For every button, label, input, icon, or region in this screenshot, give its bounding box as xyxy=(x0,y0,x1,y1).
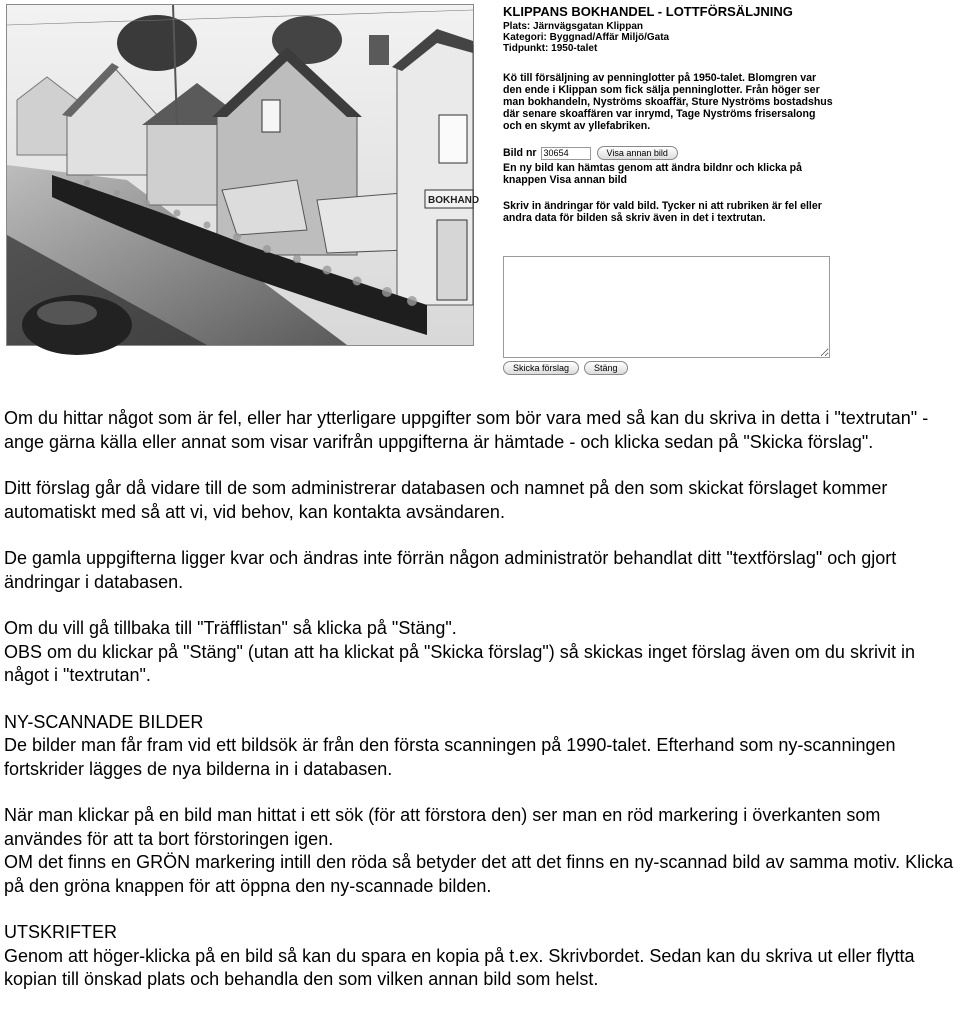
shop-sign-text: BOKHAND xyxy=(428,195,480,206)
street-photo-graphic xyxy=(7,5,480,345)
help-paragraph-printouts: Genom att höger-klicka på en bild så kan du spara en kopia på t.ex. Skrivbordet. Sedan kan du skriva ut eller flytta kopian till önskad plats och behandla den som vilken annan bild som helst. xyxy=(4,945,915,989)
image-description: Kö till försäljning av penninglotter på 1950-talet. Blomgren var den ende i Klippan som fick sälja penninglotter. Från höger ser man bokhandeln, Nyströms skoaffär, Sture Nyströms bostadshus där senare skoaffären var inrymd, Tage Nyströms frisersalong och en skymt av yllefabriken. xyxy=(503,72,833,132)
image-number-row xyxy=(503,146,833,160)
fetch-image-instruction xyxy=(503,162,833,186)
help-paragraph-back: Om du vill gå tillbaka till "Träfflistan" så klicka på "Stäng". xyxy=(4,618,457,638)
help-text xyxy=(4,407,960,992)
fetch-instruction-button-name: Visa annan bild xyxy=(549,174,628,186)
show-other-image-button[interactable]: Visa annan bild xyxy=(597,146,678,160)
image-number-input[interactable] xyxy=(541,147,591,160)
image-metadata xyxy=(503,21,833,54)
image-info-panel xyxy=(503,4,833,224)
close-button[interactable]: Stäng xyxy=(584,361,628,375)
submit-suggestion-button[interactable]: Skicka förslag xyxy=(503,361,579,375)
help-paragraph-old-data: De gamla uppgifterna ligger kvar och ändras inte förrän någon administratör behandlat ditt "textförslag" och gjort ändringar i databasen. xyxy=(4,548,897,592)
help-paragraph-obs: OBS om du klickar på "Stäng" (utan att ha klickat på "Skicka förslag") så skickas inget förslag även om du skrivit in något i "textrutan". xyxy=(4,641,915,685)
help-paragraph-green-marker: OM det finns en GRÖN markering intill den röda så betyder det att det finns en ny-scannad bild av samma motiv. Klicka på den gröna knappen för att öppna den ny-scannade bilden. xyxy=(4,852,954,896)
heading-rescanned-images: NY-SCANNADE BILDER xyxy=(4,711,204,732)
help-paragraph-admin: Ditt förslag går då vidare till de som administrerar databasen och namnet på den som skickat förslaget kommer automatiskt med så att vi, vid behov, kan kontakta avsändaren. xyxy=(4,478,888,522)
meta-category: Kategori: Byggnad/Affär Miljö/Gata xyxy=(503,32,670,43)
meta-period: Tidpunkt: 1950-talet xyxy=(503,43,598,54)
image-number-label: Bild nr xyxy=(503,147,537,159)
heading-printouts: UTSKRIFTER xyxy=(4,922,118,942)
street-photo[interactable] xyxy=(6,4,480,346)
help-paragraph-suggest: Om du hittar något som är fel, eller har ytterligare uppgifter som bör vara med så kan du skriva in detta i "textrutan" - ange gärna källa eller annat som visar varifrån uppgifterna är hämtade - och klicka sedan på "Skicka förslag". xyxy=(4,408,929,452)
image-title: KLIPPANS BOKHANDEL - LOTTFÖRSÄLJNING xyxy=(503,4,793,19)
fetch-instruction-text: En ny bild kan hämtas genom att ändra bildnr och klicka på knappen xyxy=(503,162,803,186)
form-buttons xyxy=(503,361,633,375)
help-paragraph-red-marker: När man klickar på en bild man hittat i ett sök (för att förstora den) ser man en röd markering i överkanten som användes för att ta bort förstoringen igen. xyxy=(4,805,881,849)
meta-location: Plats: Järnvägsgatan Klippan xyxy=(503,21,644,32)
edit-instruction: Skriv in ändringar för vald bild. Tycker ni att rubriken är fel eller andra data för bilden så skriv även in det i textrutan. xyxy=(503,200,822,224)
suggestion-textarea[interactable] xyxy=(503,256,830,358)
help-paragraph-rescan: De bilder man får fram vid ett bildsök är från den första scanningen på 1990-talet. Efterhand som ny-scanningen fortskrider lägges de nya bilderna in i databasen. xyxy=(4,735,896,779)
